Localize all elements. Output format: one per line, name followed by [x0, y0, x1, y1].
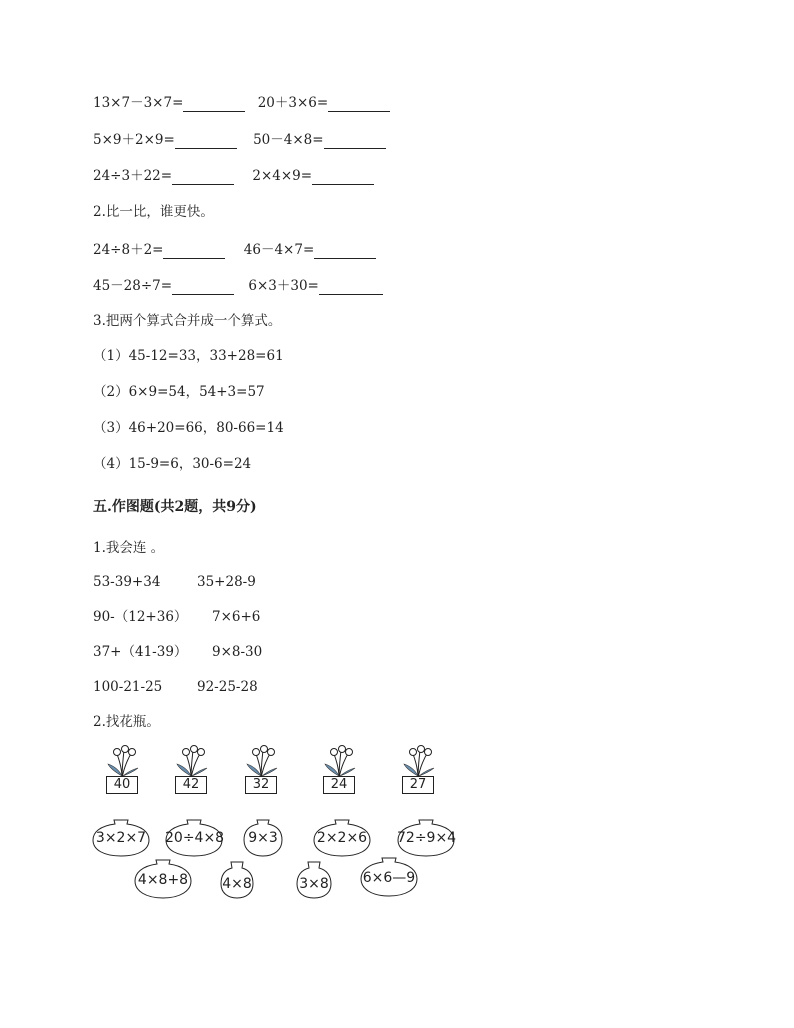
vase-label: 3×8 — [299, 876, 329, 892]
equation-row-1 — [93, 94, 390, 112]
connect-left-3: 37+（41-39） — [93, 644, 188, 660]
flower-icon — [322, 744, 358, 780]
flower-icon — [105, 744, 141, 780]
equation-row-2 — [93, 131, 386, 149]
flower-pot-3[interactable] — [244, 744, 280, 800]
equation-text: 5×9＋2×9= — [93, 132, 175, 148]
vase-label: 2×2×6 — [316, 830, 368, 846]
vase-label: 4×8+8 — [137, 872, 189, 888]
flower-pot-5[interactable] — [401, 744, 437, 800]
vase-9[interactable] — [360, 856, 418, 898]
question-2-title: 2.比一比，谁更快。 — [93, 204, 214, 220]
flower-number: 32 — [245, 776, 277, 794]
merge-item-2: （2）6×9=54，54+3=57 — [93, 384, 265, 400]
merge-item-3: （3）46+20=66，80-66=14 — [93, 420, 284, 436]
answer-blank[interactable] — [163, 244, 225, 259]
answer-blank[interactable] — [324, 134, 386, 149]
flower-number: 40 — [106, 776, 138, 794]
answer-blank[interactable] — [172, 280, 234, 295]
connect-left-2: 90-（12+36） — [93, 609, 188, 625]
vase-5[interactable] — [397, 818, 455, 858]
flower-icon — [401, 744, 437, 780]
vase-1[interactable] — [92, 818, 150, 858]
merge-item-4: （4）15-9=6，30-6=24 — [93, 456, 252, 472]
equation-text: 24÷3＋22= — [93, 168, 173, 184]
connect-right-2: 7×6+6 — [212, 609, 261, 625]
vase-7[interactable] — [220, 860, 254, 900]
equation-text: 13×7－3×7= — [93, 95, 184, 111]
answer-blank[interactable] — [328, 97, 390, 112]
vase-8[interactable] — [296, 860, 332, 900]
answer-blank[interactable] — [314, 244, 376, 259]
flower-pot-2[interactable] — [174, 744, 210, 800]
flower-icon — [244, 744, 280, 780]
vase-4[interactable] — [313, 818, 371, 858]
vase-6[interactable] — [134, 858, 192, 900]
equation-text: 45－28÷7= — [93, 278, 173, 294]
equation-text: 24÷8＋2= — [93, 242, 164, 258]
flower-icon — [174, 744, 210, 780]
vase-label: 72÷9×4 — [397, 830, 457, 846]
vase-2[interactable] — [165, 818, 223, 858]
vase-label: 20÷4×8 — [165, 830, 225, 846]
equation-row-4 — [93, 241, 376, 259]
section-5-title: 五.作图题(共2题，共9分) — [93, 499, 257, 515]
answer-blank[interactable] — [319, 280, 383, 295]
answer-blank[interactable] — [312, 170, 374, 185]
equation-text: 6×3＋30= — [248, 278, 319, 294]
merge-item-1: （1）45-12=33，33+28=61 — [93, 348, 284, 364]
connect-right-3: 9×8-30 — [212, 644, 263, 660]
question-3-title: 3.把两个算式合并成一个算式。 — [93, 313, 282, 329]
answer-blank[interactable] — [175, 134, 237, 149]
equation-row-3 — [93, 167, 374, 185]
connect-right-4: 92-25-28 — [197, 679, 258, 695]
connect-right-1: 35+28-9 — [197, 574, 256, 590]
vase-label: 9×3 — [248, 830, 278, 846]
flower-pot-1[interactable] — [105, 744, 141, 800]
vase-label: 4×8 — [222, 876, 252, 892]
flower-number: 42 — [175, 776, 207, 794]
equation-text: 50－4×8= — [253, 132, 324, 148]
connect-question-title: 1.我会连 。 — [93, 540, 165, 556]
vase-label: 3×2×7 — [95, 830, 147, 846]
connect-left-4: 100-21-25 — [93, 679, 163, 695]
vase-3[interactable] — [243, 818, 283, 858]
equation-text: 2×4×9= — [252, 168, 313, 184]
connect-left-1: 53-39+34 — [93, 574, 161, 590]
flower-pot-4[interactable] — [322, 744, 358, 800]
equation-row-5 — [93, 277, 383, 295]
vase-question-title: 2.找花瓶。 — [93, 714, 160, 730]
vase-label: 6×6—9 — [362, 870, 416, 886]
equation-text: 46－4×7= — [243, 242, 315, 258]
flower-number: 27 — [402, 776, 434, 794]
flower-number: 24 — [323, 776, 355, 794]
equation-text: 20＋3×6= — [257, 95, 329, 111]
answer-blank[interactable] — [172, 170, 234, 185]
answer-blank[interactable] — [183, 97, 245, 112]
